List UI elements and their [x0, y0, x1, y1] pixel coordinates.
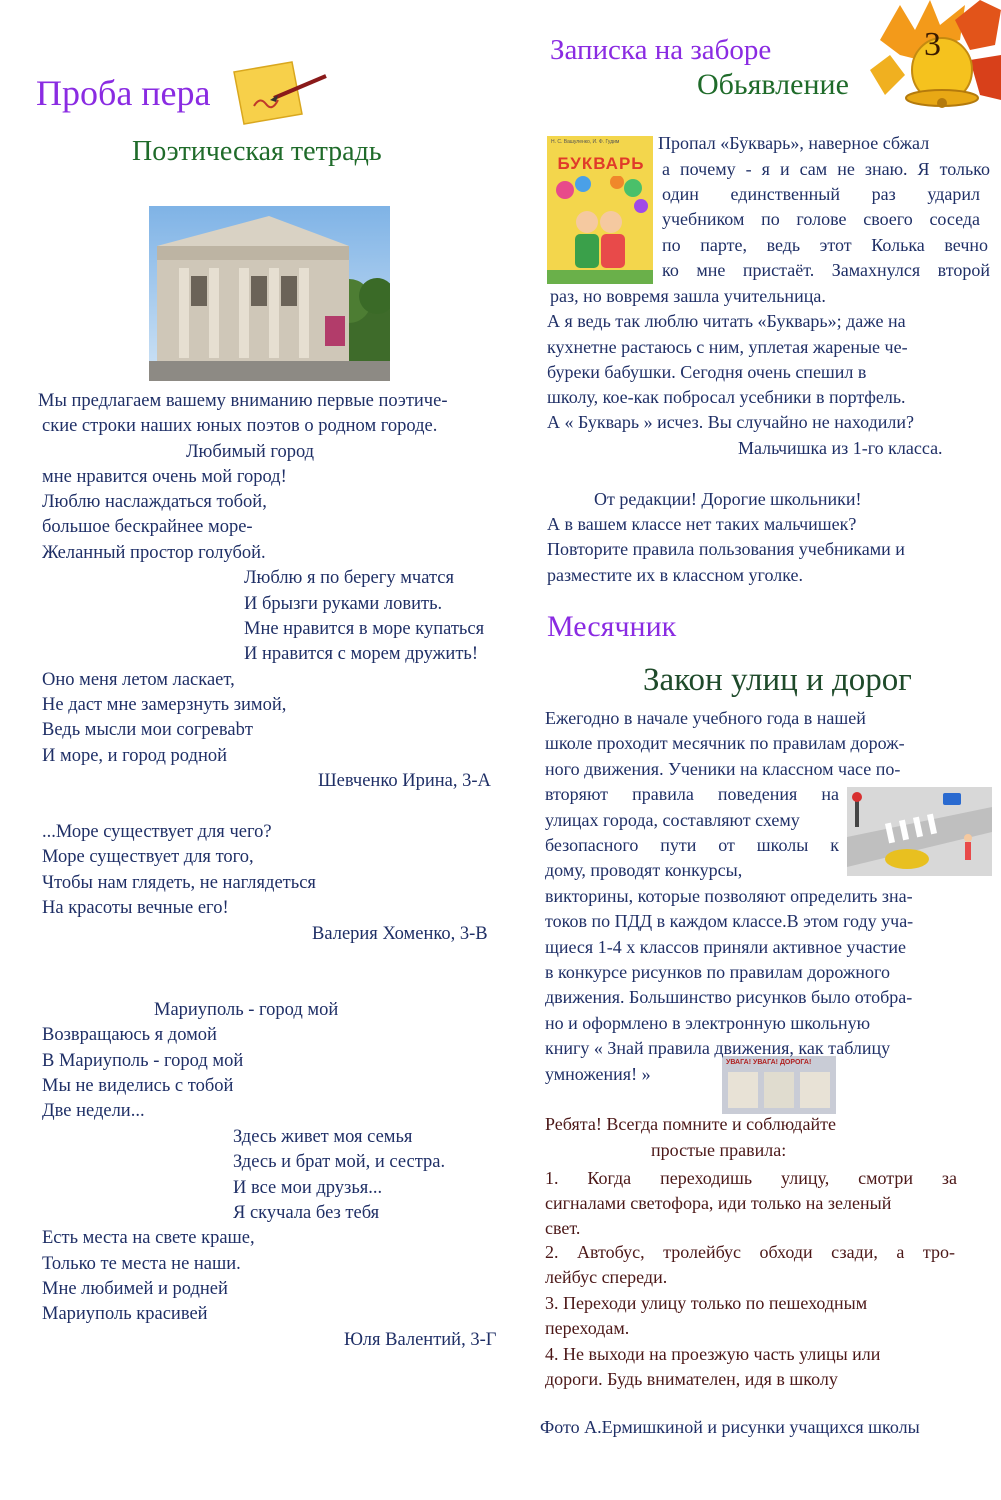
notice-signature: Мальчишка из 1-го класса.: [738, 438, 943, 458]
article-line: викторины, которые позволяют определить зна-: [545, 886, 913, 906]
poem-line: Мне любимей и родней: [42, 1279, 228, 1299]
article-line: безопасного пути от школы к: [545, 835, 839, 855]
editorial-line: Повторите правила пользования учебниками и: [547, 539, 905, 559]
children-traffic-drawing: [847, 787, 992, 876]
poem-line: Есть места на свете краше,: [42, 1228, 255, 1248]
poem-line: Только те места не наши.: [42, 1254, 241, 1274]
editorial-line: А в вашем классе нет таких мальчишек?: [547, 514, 857, 534]
children-balloons-illustration: [547, 176, 653, 284]
article-line: ного движения. Ученики на классном часе по-: [545, 759, 901, 779]
monthly-section-title: Месячник: [547, 610, 677, 643]
theatre-building-photo: [149, 206, 390, 381]
poem-line: Мне нравится в море купаться: [244, 619, 485, 639]
poem-line: Не даст мне замерзнуть зимой,: [42, 695, 287, 715]
poem-line: Здесь живет моя семья: [233, 1127, 413, 1147]
book-authors-line: Н. С. Вашуленко, И. Ф. Гудим: [551, 139, 620, 145]
article-line: книгу « Знай правила движения, как таблицу: [545, 1038, 891, 1058]
notice-line: раз, но вовремя зашла учительница.: [550, 286, 826, 306]
article-line: но и оформлено в электронную школьную: [545, 1013, 871, 1033]
rules-intro: Ребята! Всегда помните и соблюдайте: [545, 1114, 836, 1134]
rule-item-line: сигналами светофора, иди только на зеленый: [545, 1193, 892, 1213]
article-line: дому, проводят конкурсы,: [545, 860, 743, 880]
poem-line: Две недели...: [42, 1101, 145, 1121]
notice-line: учебником по голове своего соседа: [662, 209, 980, 229]
poem-line: Оно меня летом ласкает,: [42, 670, 235, 690]
rule-item-line: 2. Автобус, тролейбус обходи сзади, а тро-: [545, 1242, 955, 1262]
notice-line: школу, кое-как побросал усебники в портфель.: [547, 387, 906, 407]
notice-line: ко мне пристаёт. Замахнулся второй: [662, 260, 990, 280]
section-title-right: Записка на заборе: [550, 34, 772, 66]
rule-item-line: дороги. Будь внимателен, идя в школу: [545, 1369, 838, 1389]
primer-book-cover: [547, 136, 653, 284]
intro-line: ские строки наших юных поэтов о родном городе.: [42, 416, 438, 436]
poem-line: Здесь и брат мой, и сестра.: [233, 1152, 446, 1172]
poem-line: Мы не виделись с тобой: [42, 1076, 234, 1096]
notice-line: кухнетне растаюсь с ним, уплетая жареные че-: [547, 337, 908, 357]
poem-line: В Мариуполь - город мой: [42, 1051, 244, 1071]
poster-heading: УВАГА! УВАГА! ДОРОГА!: [726, 1059, 812, 1066]
article-line: щиеся 1-4 х классов приняли активное участие: [545, 937, 907, 957]
rule-item-line: 4. Не выходи на проезжую часть улицы или: [545, 1344, 881, 1364]
poem-line: ...Море существует для чего?: [42, 822, 272, 842]
pen-paper-icon: [230, 60, 328, 126]
notice-line: а почему - я и сам не знаю. Я только: [662, 159, 990, 179]
editorial-line: От редакции! Дорогие школьники!: [594, 489, 862, 509]
poem-line: Возвращаюсь я домой: [42, 1025, 217, 1045]
poem-line: Желанный простор голубой.: [42, 543, 266, 563]
notice-line: по парте, ведь этот Колька вечно: [662, 235, 988, 255]
rule-item-line: лейбус спереди.: [545, 1267, 668, 1287]
poem-line: И все мои друзья...: [233, 1178, 383, 1198]
page-number: 3: [924, 26, 941, 63]
article-line: школе проходит месячник по правилам дорож-: [545, 733, 905, 753]
article-line: в конкурсе рисунков по правилам дорожного: [545, 962, 890, 982]
poem-line: Люблю наслаждаться тобой,: [42, 492, 267, 512]
poem-line: Море существует для того,: [42, 847, 254, 867]
poem-line: Ведь мысли мои согреваbт: [42, 720, 253, 740]
poem-line: Чтобы нам глядеть, не наглядеться: [42, 873, 316, 893]
article-line: Ежегодно в начале учебного года в нашей: [545, 708, 866, 728]
rules-intro: простые правила:: [651, 1140, 787, 1160]
intro-line: Мы предлагаем вашему вниманию первые поэтиче-: [38, 391, 448, 411]
traffic-rules-poster: [722, 1056, 836, 1114]
rule-item-line: переходам.: [545, 1318, 630, 1338]
announcement-subtitle: Обьявление: [697, 68, 849, 101]
poem-line: И брызги руками ловить.: [244, 594, 443, 614]
poem-line: Мариуполь красивей: [42, 1304, 208, 1324]
article-line: вторяют правила поведения на: [545, 784, 839, 804]
poetry-notebook-subtitle: Поэтическая тетрадь: [132, 136, 382, 167]
poem-line: И море, и город родной: [42, 746, 227, 766]
notice-line: буреки бабушки. Сегодня очень спешил в: [547, 362, 867, 382]
rule-item-line: свет.: [545, 1218, 581, 1238]
poem-title: Мариуполь - город мой: [154, 1000, 339, 1020]
rule-item-line: 1. Когда переходишь улицу, смотри за: [545, 1168, 957, 1188]
poem-line: И нравится с морем дружить!: [244, 644, 479, 664]
poem-line: Люблю я по берегу мчатся: [244, 568, 454, 588]
rule-item-line: 3. Переходи улицу только по пешеходным: [545, 1293, 868, 1313]
poem-line: большое бескрайнее море-: [42, 517, 253, 537]
poem-line: Я скучала без тебя: [233, 1203, 380, 1223]
notice-line: один единственный раз ударил: [662, 184, 980, 204]
poem-author: Валерия Хоменко, 3-В: [312, 924, 488, 944]
article-line: движения. Большинство рисунков было отобра-: [545, 987, 913, 1007]
poem-author: Юля Валентий, 3-Г: [344, 1330, 497, 1350]
poem-line: мне нравится очень мой город!: [42, 467, 287, 487]
poem-line: На красоты вечные его!: [42, 898, 229, 918]
photo-credit: Фото А.Ермишкиной и рисунки учащихся школы: [540, 1417, 920, 1437]
notice-line: А « Букварь » исчез. Вы случайно не находили?: [547, 412, 915, 432]
article-line: токов по ПДД в каждом классе.В этом году уча-: [545, 911, 914, 931]
poem-author: Шевченко Ирина, 3-А: [318, 771, 491, 791]
book-authors: БУКВАРЬ: [557, 154, 645, 173]
section-title-left: Проба пера: [36, 73, 211, 113]
notice-line: Пропал «Букварь», наверное сбжал: [658, 133, 930, 153]
editorial-line: разместите их в классном уголке.: [547, 565, 803, 585]
article-line: улицах города, составляют схему: [545, 810, 800, 830]
article-line: умножения! »: [545, 1064, 651, 1084]
poem-title: Любимый город: [186, 442, 315, 462]
road-law-subtitle: Закон улиц и дорог: [643, 662, 912, 698]
notice-line: А я ведь так люблю читать «Букварь»; даже на: [547, 311, 906, 331]
